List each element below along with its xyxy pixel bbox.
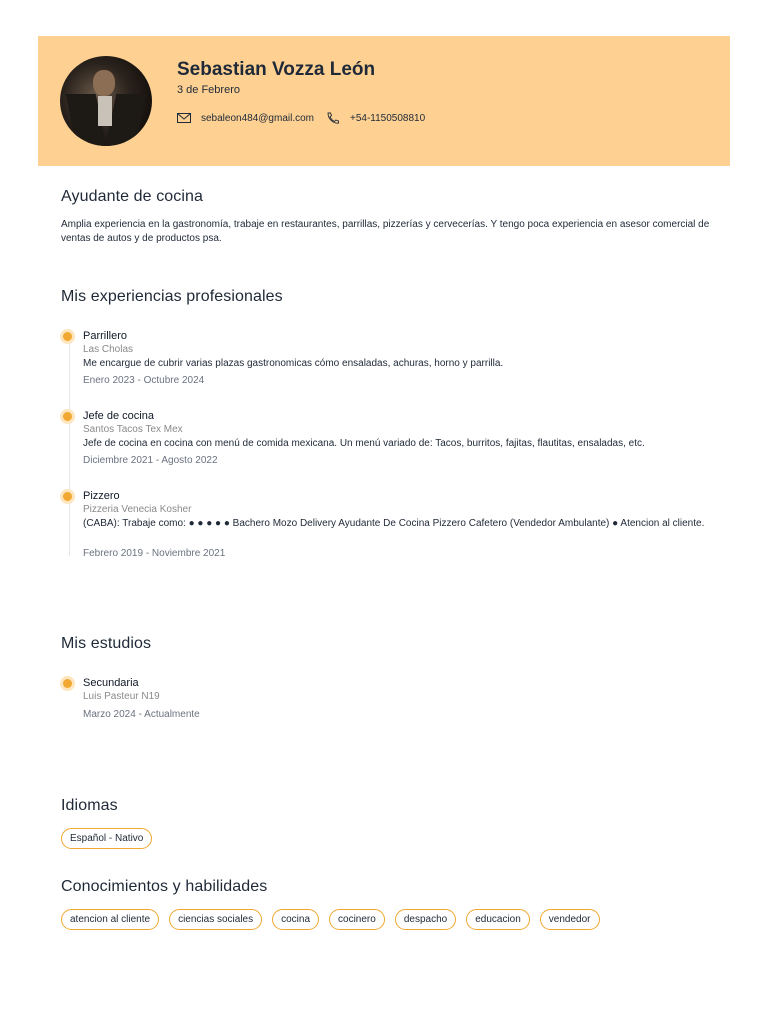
experience-title: Pizzero xyxy=(83,490,120,502)
experience-dates: Diciembre 2021 - Agosto 2022 xyxy=(83,455,218,466)
timeline-dot xyxy=(63,332,72,341)
candidate-name: Sebastian Vozza León xyxy=(177,59,376,80)
languages-heading: Idiomas xyxy=(61,797,118,814)
experience-org: Pizzeria Venecia Kosher xyxy=(83,504,192,515)
phone-text[interactable]: +54-1150508810 xyxy=(350,112,426,124)
profile-summary: Amplia experiencia en la gastronomía, trabaje en restaurantes, parrillas, pizzerías y cervecerías. Y tengo poca experiencia en asesor comercial de ventas de autos y de productos psa. xyxy=(61,219,710,244)
profile-title: Ayudante de cocina xyxy=(61,188,204,205)
language-tag: Español - Nativo xyxy=(61,828,152,849)
experience-dates: Febrero 2019 - Noviembre 2021 xyxy=(83,548,226,559)
avatar xyxy=(60,56,152,146)
experience-desc: Jefe de cocina en cocina con menú de comida mexicana. Un menú variado de: Tacos, burritos, fajitas, flautitas, ensaladas, etc. xyxy=(83,438,645,449)
experience-org: Santos Tacos Tex Mex xyxy=(83,424,183,435)
skills-list xyxy=(61,909,600,930)
envelope-icon xyxy=(177,112,191,124)
contact-row xyxy=(177,112,425,124)
experience-dates: Enero 2023 - Octubre 2024 xyxy=(83,375,205,386)
skill-tag: ciencias sociales xyxy=(169,909,262,930)
languages-list xyxy=(61,828,152,849)
timeline-dot xyxy=(63,492,72,501)
skill-tag: atencion al cliente xyxy=(61,909,159,930)
timeline-dot xyxy=(63,679,72,688)
skill-tag: cocina xyxy=(272,909,319,930)
education-title: Secundaria xyxy=(83,677,139,689)
email-text[interactable]: sebaleon484@gmail.com xyxy=(201,112,314,124)
phone-icon xyxy=(326,112,340,124)
experience-item xyxy=(61,490,721,565)
skills-heading: Conocimientos y habilidades xyxy=(61,878,268,895)
timeline-dot xyxy=(63,412,72,421)
education-dates: Marzo 2024 - Actualmente xyxy=(83,709,200,720)
skill-tag: cocinero xyxy=(329,909,385,930)
experience-title: Parrillero xyxy=(83,330,128,342)
experience-item xyxy=(61,330,721,390)
education-org: Luis Pasteur N19 xyxy=(83,691,160,702)
education-heading: Mis estudios xyxy=(61,635,152,652)
experience-title: Jefe de cocina xyxy=(83,410,154,422)
experience-heading: Mis experiencias profesionales xyxy=(61,288,283,305)
experience-desc: Me encargue de cubrir varias plazas gastronomicas cómo ensaladas, achuras, horno y parrilla. xyxy=(83,358,504,369)
education-item xyxy=(61,677,721,727)
experience-item xyxy=(61,410,721,470)
birth-date: 3 de Febrero xyxy=(177,84,240,96)
experience-desc: (CABA): Trabaje como: ● ● ● ● ● Bachero Mozo Delivery Ayudante De Cocina Pizzero Cafetero (Vendedor Ambulante) ● Atencion al cliente. xyxy=(83,518,705,529)
skill-tag: despacho xyxy=(395,909,456,930)
skill-tag: educacion xyxy=(466,909,530,930)
skill-tag: vendedor xyxy=(540,909,600,930)
experience-org: Las Cholas xyxy=(83,344,134,355)
header-banner xyxy=(38,36,730,166)
